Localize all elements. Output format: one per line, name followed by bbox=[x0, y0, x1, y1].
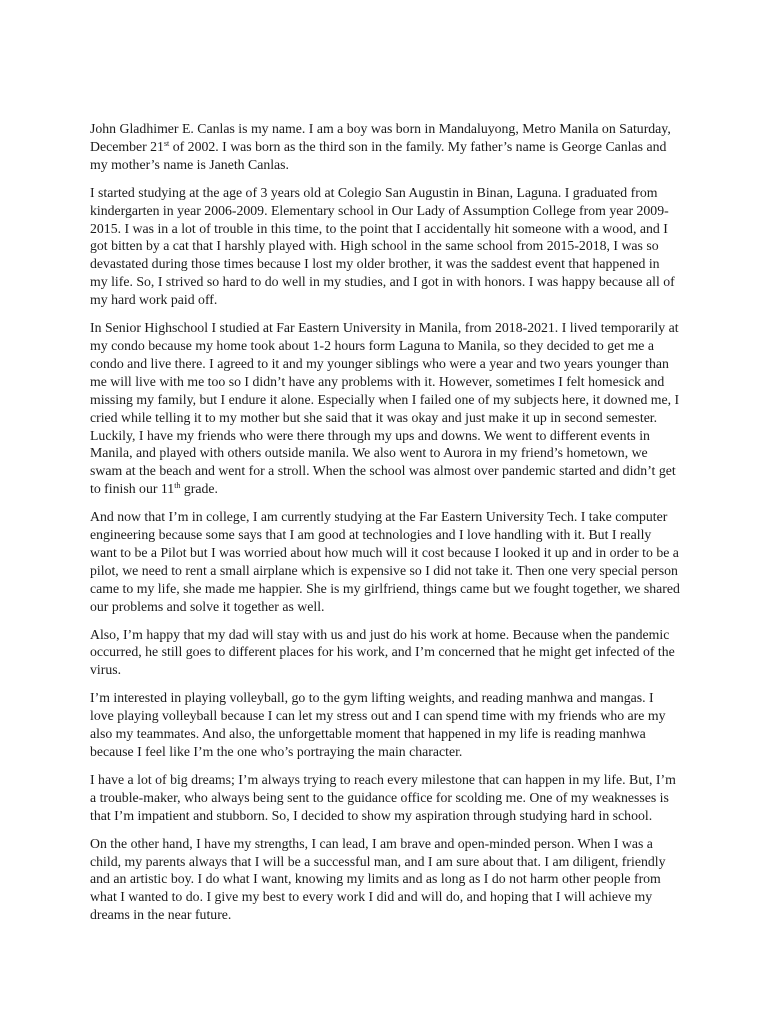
text-run: of 2002. I was born as the third son in the family. My father’s name is George Canlas and my mother’s name is Janeth Canlas. bbox=[90, 138, 667, 172]
document-page bbox=[90, 120, 680, 934]
text-run: I started studying at the age of 3 years old at Colegio San Augustin in Binan, Laguna. I graduated from kindergarten in year 2006-2009. Elementary school in Our Lady of Assumption College from year 2009-2015. I was in a lot of trouble in this time, to the point that I accidentally hit someone with a wood, and I got bitten by a cat that I harshly played with. High school in the same school from 2015-2018, I was so devastated during those times because I lost my older brother, it was the saddest event that happened in my life. So, I strived so hard to do well in my studies, and I got in with honors. I was happy because all of my hard work paid off. bbox=[90, 184, 675, 308]
paragraph-education bbox=[90, 184, 680, 309]
paragraph-dreams bbox=[90, 771, 680, 825]
paragraph-intro bbox=[90, 120, 680, 174]
text-run: In Senior Highschool I studied at Far Eastern University in Manila, from 2018-2021. I lived temporarily at my condo because my home took about 1-2 hours form Laguna to Manila, so they decided to get me a condo and live there. I agreed to it and my younger siblings who were a year and two years younger than me will live with me too so I didn’t have any problems with it. However, sometimes I felt homesick and missing my family, but I endure it alone. Especially when I failed one of my subjects here, it downed me, I cried while telling it to my mother but she said that it was okay and just make it up in second semester. Luckily, I have my friends who were there through my ups and downs. We went to different events in Manila, and played with others outside manila. We also went to Aurora in my friend’s hometown, we swam at the beach and went for a stroll. When the school was almost over pandemic started and didn’t get to finish our 11 bbox=[90, 320, 680, 497]
paragraph-college bbox=[90, 508, 680, 615]
paragraph-dad bbox=[90, 626, 680, 680]
text-run: And now that I’m in college, I am currently studying at the Far Eastern University Tech. I take computer engineering because some says that I am good at technologies and I love handling with it. But I really want to be a Pilot but I was worried about how much will it cost because I looked it up and in order to be a pilot, we need to rent a small airplane which is expensive so I did not take it. Then one very special person came to my life, she made me happier. She is my girlfriend, things came but we fought together, we shared our problems and solve it together as well. bbox=[90, 509, 680, 614]
text-run: grade. bbox=[180, 481, 218, 497]
text-run: On the other hand, I have my strengths, I can lead, I am brave and open-minded person. When I was a child, my parents always that I will be a successful man, and I am sure about that. I am diligent, friendly and an artistic boy. I do what I want, knowing my limits and as long as I do not harm other people from what I wanted to do. I give my best to every work I did and will do, and hoping that I will achieve my dreams in the near future. bbox=[90, 835, 666, 923]
text-run: Also, I’m happy that my dad will stay with us and just do his work at home. Because when the pandemic occurred, he still goes to different places for his work, and I’m concerned that he might get infected of the virus. bbox=[90, 626, 675, 678]
superscript: st bbox=[163, 138, 170, 148]
text-run: I have a lot of big dreams; I’m always trying to reach every milestone that can happen in my life. But, I’m a trouble-maker, who always being sent to the guidance office for scolding me. One of my weaknesses is that I’m impatient and stubborn. So, I decided to show my aspiration through studying hard in school. bbox=[90, 771, 676, 823]
superscript: th bbox=[174, 481, 181, 491]
paragraph-interests bbox=[90, 689, 680, 761]
text-run: John Gladhimer E. Canlas is my name. I am a boy was born in Mandaluyong, Metro Manila on Saturday, December 21 bbox=[90, 121, 671, 154]
paragraph-senior-highschool bbox=[90, 319, 680, 498]
text-run: I’m interested in playing volleyball, go to the gym lifting weights, and reading manhwa and mangas. I love playing volleyball because I can let my stress out and I can spend time with my friends who are my also my teammates. And also, the unforgettable moment that happened in my life is reading manhwa because I feel like I’m the one who’s portraying the main character. bbox=[90, 690, 666, 759]
paragraph-strengths bbox=[90, 835, 680, 925]
